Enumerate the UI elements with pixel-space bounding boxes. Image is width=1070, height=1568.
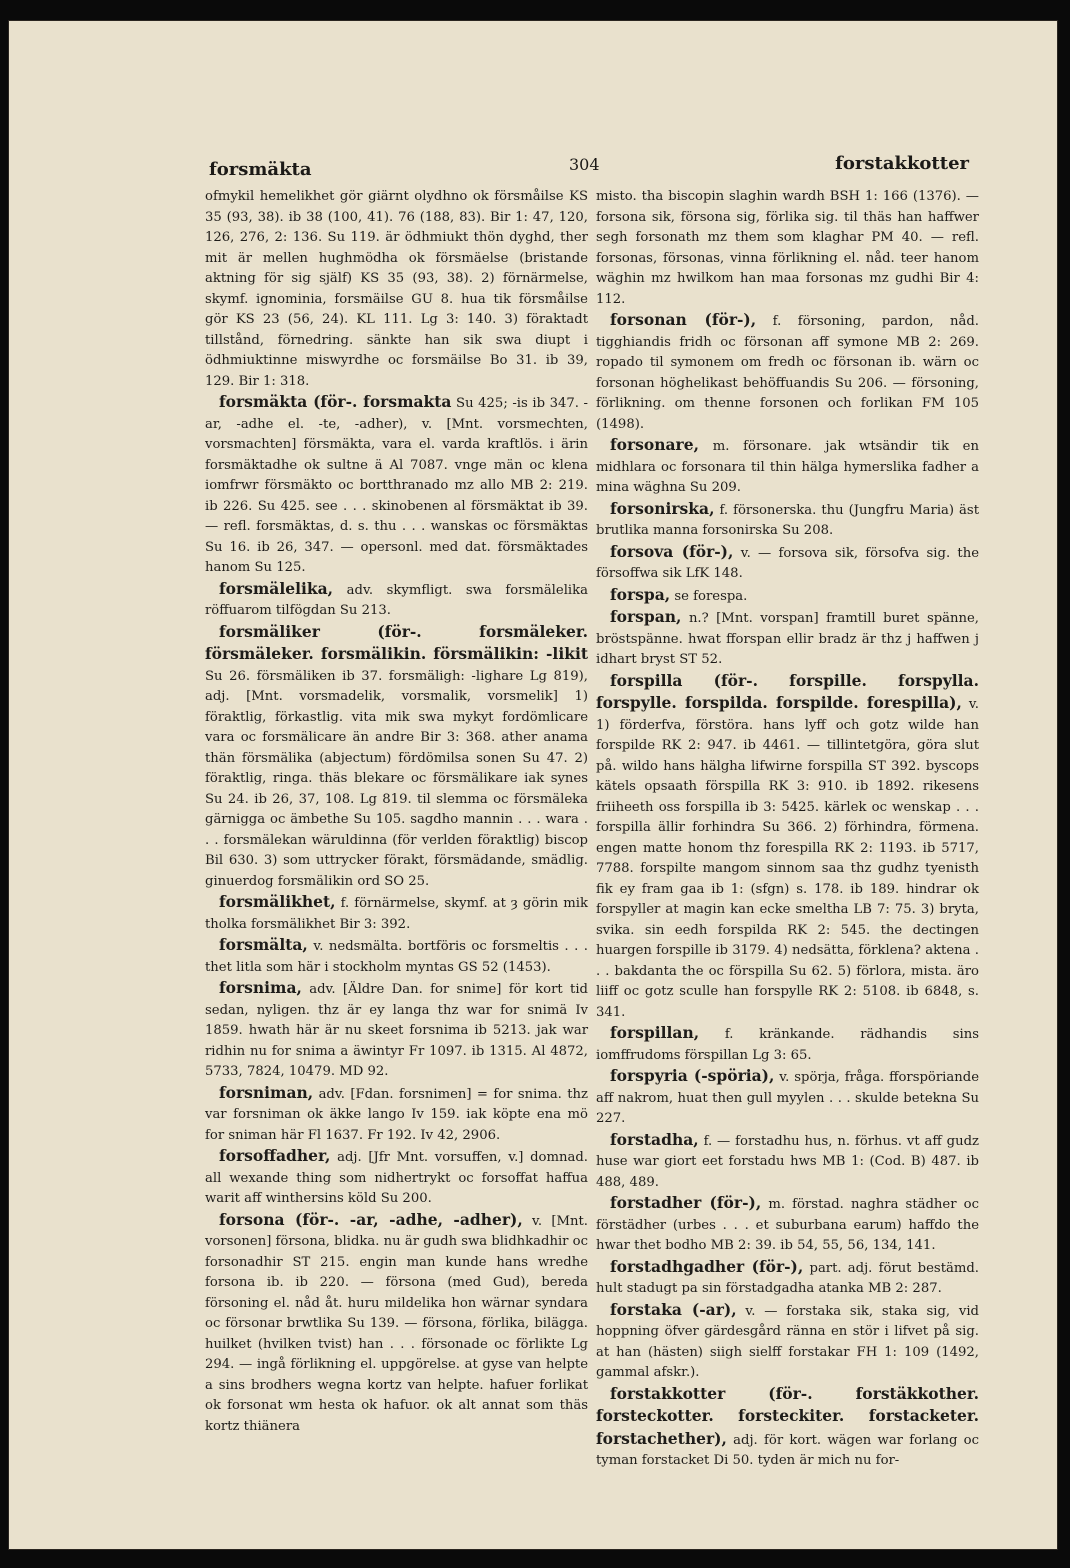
entry-body: Su 425; -is ib 347. -ar, -adhe el. -te, -adher), v. [Mnt. vorsmechten, vorsmachten] försmäkta, vara el. varda kraftlös. i ärin forsmäktadhe ok sultne ä Al 7087. vnge män oc klena iomfrwr försmäkto oc bortthranado mz allo MB 2: 219. ib 226. Su 425. see . . . skinobenen al försmäktat ib 39. — refl. forsmäktas, d. s. thu . . . wanskas oc försmäktas Su 16. ib 26, 347. — opersonl. med dat. försmäktades hanom Su 125. bbox=[205, 396, 588, 575]
page-header bbox=[209, 153, 969, 183]
headword: forstadha, bbox=[610, 1129, 699, 1149]
entry-body: v. spörja, fråga. fforspöriande aff nakrom, huat then gull myylen . . . skulde betekna Su 227. bbox=[596, 1070, 979, 1126]
dictionary-entry bbox=[596, 671, 979, 1024]
right-column bbox=[596, 187, 980, 1468]
headword: forspa, bbox=[610, 584, 671, 604]
entry-body: Su 26. försmäliken ib 37. forsmäligh: -lighare Lg 819), adj. [Mnt. vorsmadelik, vorsmalik, vorsmelik] 1) föraktlig, förkastlig. vita mik swa mykyt fordömlicare vara oc forsmälicare än andre Bir 3: 368. ather anama thän försmälika (abjectum) fördömilsa sonen Su 47. 2) föraktlig, ringa. thäs blekare oc försmälikare iak synes Su 24. ib 26, 37, 108. Lg 819. til slemma oc försmäleka gärnigga oc ämbethe Su 105. sagdho mannin . . . wara . . . forsmälekan wäruldinna (för verlden föraktlig) biscop Bil 630. 3) som uttrycker förakt, försmädande, smädlig. ginuerdog forsmälikin ord SO 25. bbox=[205, 668, 588, 889]
dictionary-entry bbox=[596, 1193, 979, 1257]
headword: forsoffadher, bbox=[219, 1146, 331, 1165]
dictionary-entry bbox=[596, 1130, 979, 1194]
headword: forsniman, bbox=[219, 1082, 314, 1102]
dictionary-entry bbox=[205, 579, 588, 622]
headword: forsonare, bbox=[610, 435, 699, 454]
entry-body: adv. skymfligt. swa forsmälelika röffuarom tilfögdan Su 213. bbox=[205, 582, 588, 618]
entry-body: f. försoning, pardon, nåd. tigghiandis fridh oc försonan aff symone MB 2: 269. ropado til symonem om fredh oc försonan ib. wärn oc forsonan höghelikast behöffuandis Su 206. — försoning, förlikning. om thenne forsonen och forlikan FM 105 (1498). bbox=[596, 314, 980, 432]
dictionary-entry bbox=[596, 435, 979, 499]
headword: forsmälta, bbox=[219, 935, 308, 954]
headword: forsova (för-), bbox=[610, 541, 734, 561]
headword: forsonan (för-), bbox=[610, 310, 757, 329]
headword: forsonirska, bbox=[610, 498, 715, 518]
dictionary-entry bbox=[205, 1210, 588, 1438]
dictionary-entry bbox=[205, 392, 588, 579]
dictionary-entry bbox=[596, 585, 979, 608]
dictionary-entry bbox=[205, 1083, 588, 1147]
entry-body: part. adj. förut bestämd. hult stadugt pa sin förstadgadha atanka MB 2: 287. bbox=[596, 1260, 979, 1296]
entry-body: adj. för kort. wägen war forlang oc tyman forstacket Di 50. tyden är mich nu for- bbox=[596, 1432, 979, 1468]
entry-body: adv. [Äldre Dan. for snime] för kort tid sedan, nyligen. thz är ey langa thz war for snimä Iv 1859. hwath här är nu skeet forsnima ib 5213. jak war ridhin nu for snima a äwintyr Fr 1097. ib 1315. Al 4872, 5733, 7824, 10479. MD 92. bbox=[205, 982, 588, 1079]
dictionary-entry bbox=[596, 1023, 979, 1066]
entry-body: adv. [Fdan. forsnimen] = for snima. thz var forsniman ok äkke lango Iv 159. iak köpte ena mö for sniman här Fl 1637. Fr 192. Iv 42, 2906. bbox=[205, 1086, 588, 1143]
headword: forsona (för-. -ar, -adhe, -adher), bbox=[219, 1209, 523, 1229]
headword: forspyria (-spöria), bbox=[610, 1066, 775, 1085]
dictionary-entry bbox=[205, 978, 588, 1083]
entry-body: n.? [Mnt. vorspan] framtill buret spänne, bröstspänne. hwat fforspan ellir bradz är thz j haffwen j idhart bryst ST 52. bbox=[596, 611, 979, 667]
dictionary-entry bbox=[596, 542, 979, 585]
headword: forsnima, bbox=[219, 978, 302, 997]
dictionary-entry bbox=[596, 310, 979, 435]
dictionary-entry bbox=[205, 622, 588, 893]
dictionary-entry bbox=[596, 499, 979, 542]
scanned-page bbox=[8, 20, 1058, 1550]
entry-body: m. förstad. naghra städher oc förstädher (urbes . . . et suburbana earum) haffdo the hwar thet bodho MB 2: 39. ib 54, 55, 56, 134, 141. bbox=[596, 1197, 979, 1253]
headword: forsmälelika, bbox=[219, 578, 334, 598]
entry-body: v. 1) förderfva, förstöra. hans lyff och gotz wilde han forspilde RK 2: 947. ib 4461. — tillintetgöra, göra slut på. wildo hans hälgha lifwirne forspilla ST 392. byscops kätels opsaath förspilla RK 3: 910. ib 1892. rikesens friiheeth oss forspilla ib 3: 5425. kärlek oc wenskap . . . forspilla ällir forhindra Su 366. 2) förhindra, förmena. engen matte honom thz forespilla RK 2: 1193. ib 5717, 7788. forspilte mangom sinnom saa thz gudhz tyenisth fik ey fram gaa ib 1: (sfgn) s. 178. ib 189. hindrar ok forspyller at magin kan ecke smeltha LB 7: 75. 3) bryta, svika. sin eedh forspilda RK 2: 545. the dectingen huargen forspille ib 3179. 4) nedsätta, förklena? aktena . . . bakdanta the oc förspilla Su 62. 5) förlora, mista. äro liiff oc gotz sculle han forspylle RK 2: 5108. ib 6848, s. 341. bbox=[596, 697, 979, 1020]
entry-body: f. förnärmelse, skymf. at ȝ görin mik tholka forsmälikhet Bir 3: 392. bbox=[205, 896, 588, 932]
entry-body: v. — forstaka sik, staka sig, vid hoppning öfver gärdesgård ränna en stör i lifvet på sig. at han (hästen) siigh sielff forstakar FH 1: 109 (1492, gammal afskr.). bbox=[596, 1303, 979, 1380]
dictionary-entry bbox=[205, 1146, 588, 1210]
entry-body: v. nedsmälta. bortföris oc forsmeltis . . . thet litla som här i stockholm myntas GS 52 (1453). bbox=[205, 939, 588, 975]
entry-body: f. försonerska. thu (Jungfru Maria) äst brutlika manna forsonirska Su 208. bbox=[596, 502, 979, 538]
dictionary-entry bbox=[596, 1257, 979, 1300]
header-left-word: forsmäkta bbox=[209, 159, 312, 180]
headword: forstadhgadher (för-), bbox=[610, 1256, 804, 1276]
dictionary-entry bbox=[596, 1300, 979, 1384]
dictionary-entry bbox=[596, 607, 979, 671]
entry-body: m. försonare. jak wtsändir tik en midhlara oc forsonara til thin hälga hymerslika fadher a mina wäghna Su 209. bbox=[596, 439, 979, 495]
headword: forspan, bbox=[610, 607, 682, 626]
entry-body: adj. [Jfr Mnt. vorsuffen, v.] domnad. all wexande thing som nidhertrykt oc forsoffat haffua warit aff winthersins köld Su 200. bbox=[205, 1150, 588, 1206]
headword: forsmäliker (för-. forsmäleker. försmäleker. forsmälikin. försmälikin: -likit bbox=[205, 621, 588, 663]
headword: forsmälikhet, bbox=[219, 892, 336, 911]
headword: forstadher (för-), bbox=[610, 1193, 762, 1212]
headword: forspilla (för-. forspille. forspylla. forspylle. forspilda. forspilde. forespilla), bbox=[596, 670, 979, 712]
entry-text: ofmykil hemelikhet gör giärnt olydhno ok försmåilse KS 35 (93, 38). ib 38 (100, 41). 76 (188, 83). Bir 1: 47, 120, 126, 276, 2: 136. Su 119. är ödhmiukt thön dyghd, ther mit är mellen hughmödha ok försmäelse (bristande aktning för sig själf) KS 35 (93, 38). 2) förnärmelse, skymf. ignominia, forsmäilse GU 8. hua tik försmåilse gör KS 23 (56, 24). KL 111. Lg 3: 140. 3) föraktadt tillstånd, förnedring. sänkte han sik swa diupt i ödhmiuktinne miswyrdhe oc forsmäilse Bo 31. ib 39, 129. Bir 1: 318. bbox=[205, 189, 588, 389]
entry-text: misto. tha biscopin slaghin wardh BSH 1: 166 (1376). — forsona sik, försona sig, förlika sig. til thäs han haffwer segh forsonath mz them som klaghar PM 40. — refl. forsonas, försonas, vinna förlikning el. nåd. teer hanom wäghin mz hwilkom han maa forsonas mz gudhi Bir 4: 112. bbox=[596, 189, 979, 307]
headword: forspillan, bbox=[610, 1023, 700, 1042]
dictionary-entry bbox=[205, 935, 588, 978]
dictionary-entry bbox=[205, 892, 588, 935]
headword: forstakkotter (för-. forstäkkother. forsteckotter. forsteckiter. forstacketer. forstachether), bbox=[596, 1383, 979, 1448]
entry-body: se forespa. bbox=[674, 588, 748, 604]
headword: forstaka (-ar), bbox=[610, 1299, 737, 1319]
header-right-word: forstakkotter bbox=[835, 153, 969, 174]
page-number: 304 bbox=[569, 155, 600, 174]
entry-body: v. [Mnt. vorsonen] försona, blidka. nu är gudh swa blidhkadhir oc forsonadhir ST 215. engin man kunde hans wredhe forsona ib. ib 220. — försona (med Gud), bereda försoning el. nåd åt. huru mildelika hon wärnar syndara oc försonar brwtlika Su 139. — försona, förlika, bilägga. huilket (hvilken tvist) han . . . försonade oc förlikte Lg 294. — ingå förlikning el. uppgörelse. at gyse van helpte a sins brodhers wegna kortz van helpte. hafuer forlikat ok forsonat wm hesta ok hafuor. ok alt annat som thäs kortz thiänera bbox=[205, 1213, 589, 1434]
dictionary-entry bbox=[596, 1384, 979, 1472]
entry-body: v. — forsova sik, försofva sig. the försoffwa sik LfK 148. bbox=[596, 545, 980, 581]
left-column bbox=[205, 187, 589, 1434]
entry-body: f. kränkande. rädhandis sins iomffrudoms förspillan Lg 3: 65. bbox=[596, 1027, 979, 1063]
dictionary-entry bbox=[596, 1066, 979, 1130]
headword: forsmäkta (för-. forsmakta bbox=[219, 392, 452, 411]
entry-body: f. — forstadhu hus, n. förhus. vt aff gudz huse war giort eet forstadu hws MB 1: (Cod. B) 487. ib 488, 489. bbox=[596, 1133, 979, 1190]
